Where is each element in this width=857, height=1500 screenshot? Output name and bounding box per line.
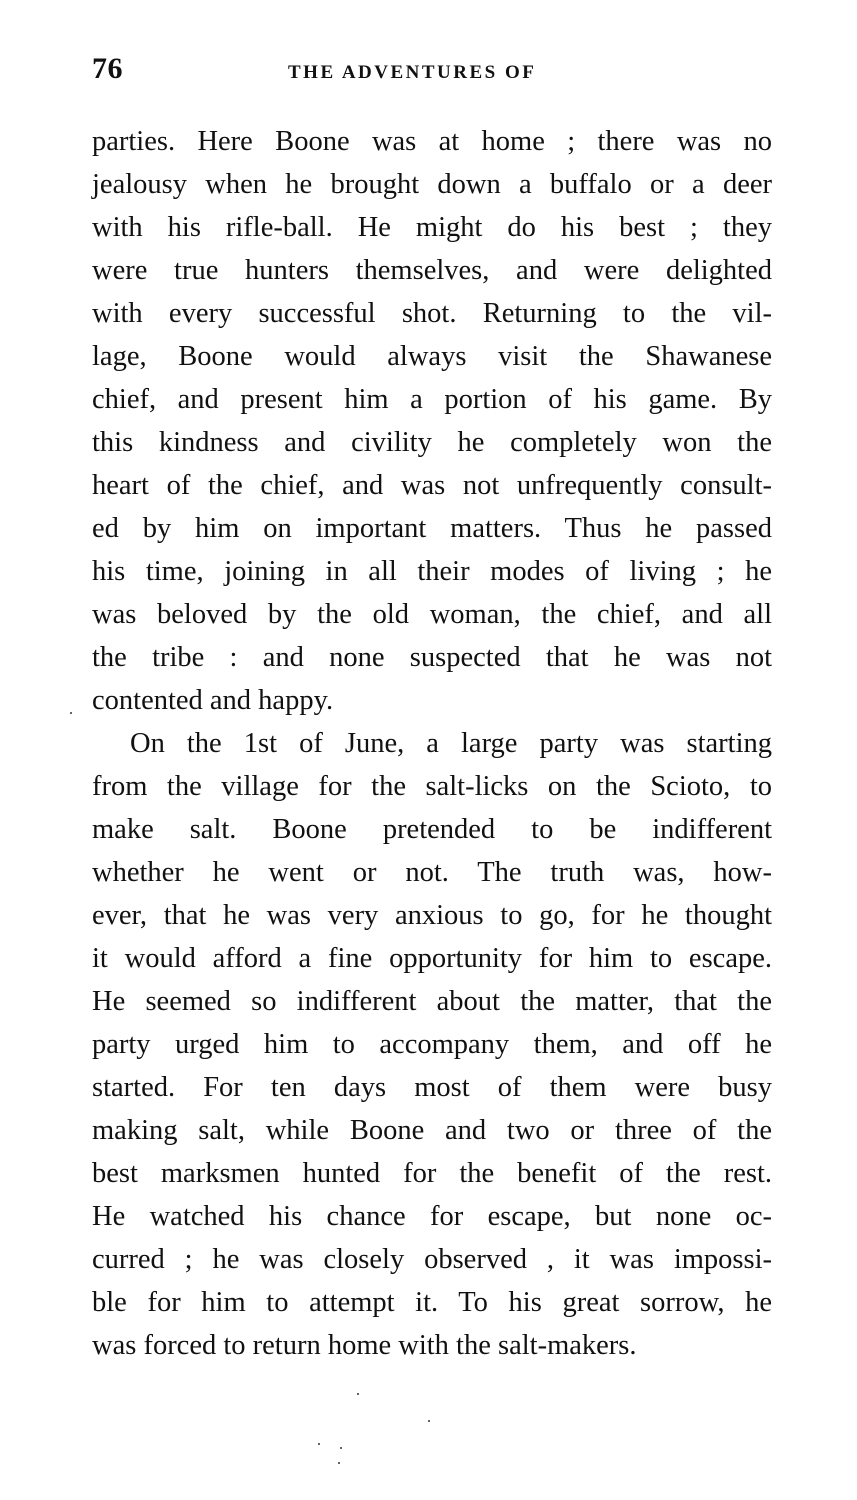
running-title: THE ADVENTURES OF [288,62,537,83]
text-line: make salt. Boone pretended to be indifferent [92,814,772,845]
text-line: heart of the chief, and was not unfrequently consult- [92,470,772,501]
paragraph-2 [92,722,772,1367]
text-line: the tribe : and none suspected that he was not [92,642,772,673]
page-header [92,52,772,92]
text-line: ble for him to attempt it. To his great sorrow, he [92,1287,772,1318]
text-line: were true hunters themselves, and were delighted [92,255,772,286]
text-line: with every successful shot. Returning to the vil- [92,298,772,329]
text-line: his time, joining in all their modes of living ; he [92,556,772,587]
text-line: jealousy when he brought down a buffalo or a deer [92,169,772,200]
text-line: started. For ten days most of them were busy [92,1072,772,1103]
text-line: best marksmen hunted for the benefit of the rest. [92,1158,772,1189]
text-line: parties. Here Boone was at home ; there was no [92,126,772,157]
text-line: ever, that he was very anxious to go, for he thought [92,900,772,931]
ink-speck [428,1420,430,1422]
text-line: was beloved by the old woman, the chief, and all [92,599,772,630]
paragraph-1 [92,120,772,722]
text-line: curred ; he was closely observed , it was impossi- [92,1244,772,1275]
text-line: lage, Boone would always visit the Shawanese [92,341,772,372]
text-line: whether he went or not. The truth was, how- [92,857,772,888]
text-line: He seemed so indifferent about the matter, that the [92,986,772,1017]
ink-speck [357,1393,359,1395]
text-line: He watched his chance for escape, but none oc- [92,1201,772,1232]
ink-speck [338,1462,340,1464]
text-line: chief, and present him a portion of his game. By [92,384,772,415]
text-line: making salt, while Boone and two or three of the [92,1115,772,1146]
page-number: 76 [92,52,123,85]
text-line: with his rifle-ball. He might do his best ; they [92,212,772,243]
text-line: contented and happy. [92,685,334,716]
body-text [92,120,772,1367]
text-line: On the 1st of June, a large party was starting [130,728,772,759]
ink-speck [340,1447,342,1449]
text-line: party urged him to accompany them, and off he [92,1029,772,1060]
text-line: was forced to return home with the salt-makers. [92,1330,637,1361]
ink-speck [318,1443,320,1445]
text-line: it would afford a fine opportunity for him to escape. [92,943,772,974]
text-line: ed by him on important matters. Thus he passed [92,513,772,544]
ink-speck [70,712,72,714]
text-line: this kindness and civility he completely won the [92,427,772,458]
text-line: from the village for the salt-licks on the Scioto, to [92,771,772,802]
